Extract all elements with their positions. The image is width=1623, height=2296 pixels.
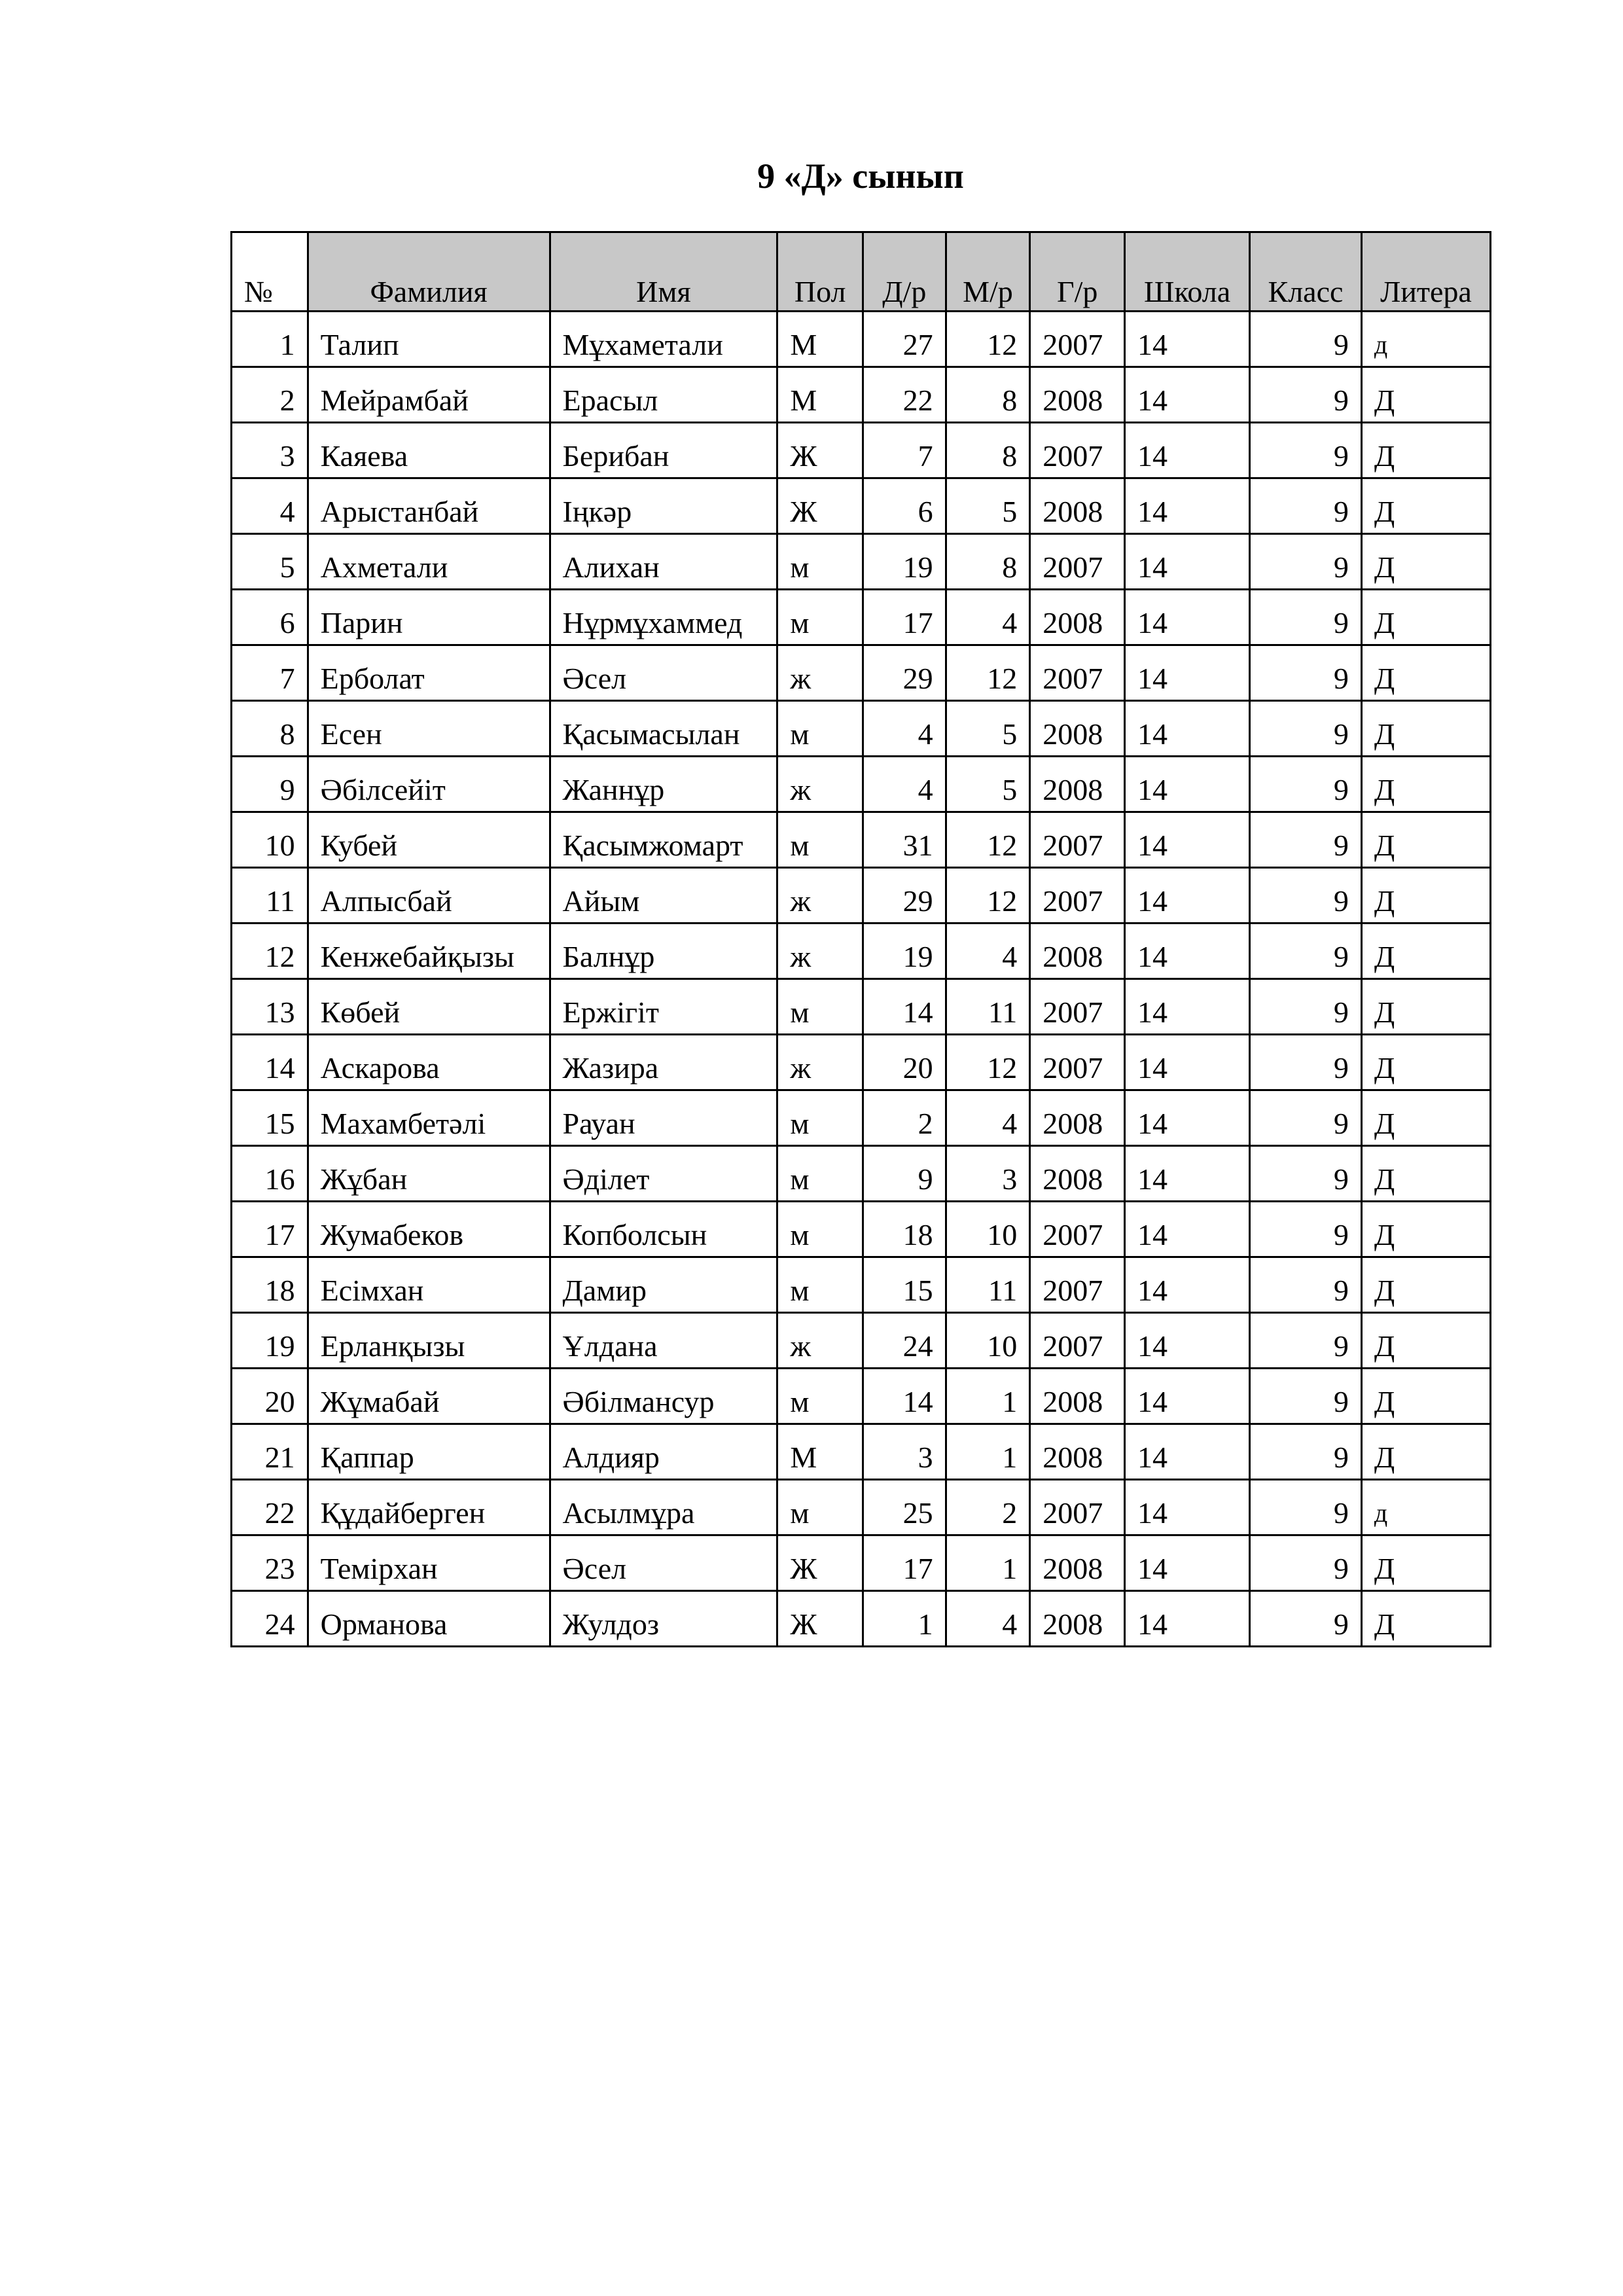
cell-surname: Есімхан [308,1257,550,1313]
cell-number: 22 [232,1480,308,1535]
header-surname: Фамилия [308,232,550,312]
cell-birth-year: 2007 [1030,868,1125,924]
table-row [232,924,1491,979]
cell-birth-year: 2008 [1030,1369,1125,1424]
cell-class: 9 [1250,812,1362,868]
cell-class: 9 [1250,1090,1362,1146]
cell-name: Жулдоз [550,1591,777,1647]
cell-name: Нұрмұхаммед [550,590,777,645]
cell-class: 9 [1250,924,1362,979]
cell-birth-day: 19 [863,534,946,590]
cell-birth-day: 25 [863,1480,946,1535]
student-roster-table [230,231,1491,1647]
cell-school: 14 [1125,1146,1250,1202]
cell-number: 23 [232,1535,308,1591]
cell-birth-day: 14 [863,1369,946,1424]
table-row [232,478,1491,534]
cell-birth-year: 2007 [1030,1202,1125,1257]
cell-birth-month: 4 [946,1090,1030,1146]
cell-name: Балнұр [550,924,777,979]
cell-school: 14 [1125,645,1250,701]
cell-birth-year: 2007 [1030,312,1125,367]
cell-class: 9 [1250,1369,1362,1424]
cell-name: Қасымжомарт [550,812,777,868]
cell-number: 13 [232,979,308,1035]
cell-birth-year: 2008 [1030,1591,1125,1647]
cell-birth-day: 17 [863,1535,946,1591]
cell-class: 9 [1250,1035,1362,1090]
cell-gender: ж [777,645,863,701]
cell-surname: Қаппар [308,1424,550,1480]
cell-class: 9 [1250,367,1362,423]
cell-birth-day: 17 [863,590,946,645]
table-row [232,979,1491,1035]
cell-class: 9 [1250,1313,1362,1369]
cell-birth-day: 7 [863,423,946,478]
cell-birth-year: 2007 [1030,1480,1125,1535]
cell-gender: ж [777,1313,863,1369]
cell-letter: Д [1361,1369,1490,1424]
cell-gender: ж [777,868,863,924]
cell-birth-day: 2 [863,1090,946,1146]
cell-surname: Ерболат [308,645,550,701]
cell-class: 9 [1250,1480,1362,1535]
cell-surname: Ерланқызы [308,1313,550,1369]
cell-letter: Д [1361,1202,1490,1257]
cell-letter: Д [1361,979,1490,1035]
cell-surname: Арыстанбай [308,478,550,534]
cell-school: 14 [1125,312,1250,367]
cell-gender: Ж [777,1535,863,1591]
cell-surname: Жұмабай [308,1369,550,1424]
cell-name: Копболсын [550,1202,777,1257]
page-title: 9 «Д» сынып [757,156,964,196]
cell-birth-month: 1 [946,1535,1030,1591]
cell-birth-year: 2008 [1030,1424,1125,1480]
cell-birth-day: 24 [863,1313,946,1369]
header-letter: Литера [1361,232,1490,312]
table-row [232,868,1491,924]
header-birth-month: М/р [946,232,1030,312]
cell-class: 9 [1250,1424,1362,1480]
cell-surname: Жумабеков [308,1202,550,1257]
cell-surname: Жұбан [308,1146,550,1202]
cell-surname: Құдайберген [308,1480,550,1535]
table-row [232,1424,1491,1480]
table-row [232,757,1491,812]
cell-birth-month: 12 [946,645,1030,701]
cell-class: 9 [1250,757,1362,812]
cell-gender: Ж [777,478,863,534]
cell-school: 14 [1125,1090,1250,1146]
table-row [232,1591,1491,1647]
cell-surname: Каяева [308,423,550,478]
cell-gender: ж [777,924,863,979]
cell-surname: Көбей [308,979,550,1035]
cell-school: 14 [1125,1480,1250,1535]
cell-surname: Әбілсейіт [308,757,550,812]
cell-birth-day: 27 [863,312,946,367]
cell-birth-day: 6 [863,478,946,534]
cell-gender: м [777,812,863,868]
cell-letter: Д [1361,1535,1490,1591]
cell-letter: Д [1361,1424,1490,1480]
cell-name: Мұхаметали [550,312,777,367]
cell-school: 14 [1125,1313,1250,1369]
table-row [232,590,1491,645]
cell-number: 2 [232,367,308,423]
cell-birth-day: 19 [863,924,946,979]
cell-school: 14 [1125,757,1250,812]
cell-class: 9 [1250,590,1362,645]
cell-number: 11 [232,868,308,924]
cell-surname: Парин [308,590,550,645]
cell-birth-month: 10 [946,1313,1030,1369]
cell-birth-year: 2008 [1030,924,1125,979]
cell-gender: М [777,312,863,367]
cell-school: 14 [1125,812,1250,868]
cell-class: 9 [1250,1591,1362,1647]
cell-letter: Д [1361,1313,1490,1369]
cell-class: 9 [1250,868,1362,924]
header-number: № [232,232,308,312]
cell-class: 9 [1250,1257,1362,1313]
cell-name: Ұлдана [550,1313,777,1369]
cell-letter: Д [1361,1591,1490,1647]
cell-letter: Д [1361,478,1490,534]
cell-name: Рауан [550,1090,777,1146]
cell-letter: Д [1361,1257,1490,1313]
cell-number: 5 [232,534,308,590]
table-row [232,1202,1491,1257]
cell-class: 9 [1250,312,1362,367]
cell-name: Айым [550,868,777,924]
cell-birth-month: 8 [946,367,1030,423]
cell-school: 14 [1125,1591,1250,1647]
table-row [232,1313,1491,1369]
cell-letter: д [1361,312,1490,367]
cell-birth-day: 22 [863,367,946,423]
cell-birth-month: 11 [946,979,1030,1035]
cell-birth-year: 2007 [1030,1313,1125,1369]
cell-class: 9 [1250,1202,1362,1257]
cell-school: 14 [1125,979,1250,1035]
cell-school: 14 [1125,1202,1250,1257]
header-school: Школа [1125,232,1250,312]
cell-birth-day: 14 [863,979,946,1035]
table-row [232,1369,1491,1424]
cell-letter: Д [1361,367,1490,423]
cell-class: 9 [1250,979,1362,1035]
table-row [232,312,1491,367]
cell-birth-year: 2007 [1030,534,1125,590]
cell-name: Әсел [550,1535,777,1591]
cell-number: 8 [232,701,308,757]
cell-number: 10 [232,812,308,868]
cell-birth-month: 12 [946,312,1030,367]
table-row [232,1257,1491,1313]
cell-name: Жаннұр [550,757,777,812]
cell-school: 14 [1125,1035,1250,1090]
cell-birth-month: 8 [946,534,1030,590]
cell-letter: Д [1361,924,1490,979]
cell-birth-month: 12 [946,812,1030,868]
table-header [232,232,1491,312]
cell-gender: М [777,1424,863,1480]
cell-birth-year: 2008 [1030,590,1125,645]
cell-number: 21 [232,1424,308,1480]
cell-birth-month: 3 [946,1146,1030,1202]
cell-number: 18 [232,1257,308,1313]
cell-birth-day: 31 [863,812,946,868]
cell-birth-year: 2007 [1030,812,1125,868]
table-row [232,423,1491,478]
cell-gender: ж [777,757,863,812]
cell-birth-year: 2007 [1030,1257,1125,1313]
cell-gender: м [777,590,863,645]
cell-number: 17 [232,1202,308,1257]
cell-birth-day: 1 [863,1591,946,1647]
cell-gender: м [777,1202,863,1257]
cell-birth-month: 4 [946,590,1030,645]
cell-letter: Д [1361,590,1490,645]
cell-gender: м [777,1257,863,1313]
cell-school: 14 [1125,924,1250,979]
cell-letter: Д [1361,645,1490,701]
cell-surname: Мейрамбай [308,367,550,423]
cell-number: 4 [232,478,308,534]
cell-birth-day: 4 [863,701,946,757]
table-row [232,1035,1491,1090]
cell-birth-year: 2007 [1030,979,1125,1035]
cell-birth-day: 15 [863,1257,946,1313]
cell-birth-year: 2008 [1030,478,1125,534]
cell-name: Ерасыл [550,367,777,423]
cell-gender: ж [777,1035,863,1090]
table-row [232,534,1491,590]
cell-birth-month: 4 [946,1591,1030,1647]
cell-letter: Д [1361,1146,1490,1202]
cell-birth-year: 2008 [1030,1535,1125,1591]
cell-number: 14 [232,1035,308,1090]
cell-class: 9 [1250,478,1362,534]
cell-letter: Д [1361,701,1490,757]
cell-class: 9 [1250,645,1362,701]
cell-gender: м [777,1369,863,1424]
cell-birth-day: 29 [863,868,946,924]
cell-gender: м [777,1480,863,1535]
cell-letter: Д [1361,1090,1490,1146]
cell-birth-year: 2008 [1030,367,1125,423]
cell-number: 24 [232,1591,308,1647]
cell-surname: Ахметали [308,534,550,590]
cell-gender: м [777,1090,863,1146]
cell-school: 14 [1125,534,1250,590]
cell-letter: Д [1361,534,1490,590]
cell-birth-day: 9 [863,1146,946,1202]
cell-number: 15 [232,1090,308,1146]
header-birth-year: Г/р [1030,232,1125,312]
header-birth-day: Д/р [863,232,946,312]
cell-school: 14 [1125,701,1250,757]
cell-name: Дамир [550,1257,777,1313]
cell-number: 19 [232,1313,308,1369]
table-row [232,812,1491,868]
cell-school: 14 [1125,590,1250,645]
table-row [232,1535,1491,1591]
cell-birth-day: 20 [863,1035,946,1090]
cell-birth-month: 10 [946,1202,1030,1257]
table-body [232,312,1491,1647]
cell-letter: Д [1361,1035,1490,1090]
cell-name: Алдияр [550,1424,777,1480]
header-class: Класс [1250,232,1362,312]
cell-number: 1 [232,312,308,367]
header-row [232,232,1491,312]
cell-class: 9 [1250,1146,1362,1202]
cell-number: 20 [232,1369,308,1424]
cell-name: Асылмұра [550,1480,777,1535]
cell-name: Жазира [550,1035,777,1090]
cell-birth-month: 11 [946,1257,1030,1313]
cell-surname: Орманова [308,1591,550,1647]
cell-number: 12 [232,924,308,979]
cell-gender: м [777,701,863,757]
cell-school: 14 [1125,478,1250,534]
cell-birth-month: 8 [946,423,1030,478]
cell-class: 9 [1250,701,1362,757]
cell-name: Әділет [550,1146,777,1202]
cell-school: 14 [1125,1424,1250,1480]
cell-number: 3 [232,423,308,478]
cell-birth-year: 2008 [1030,757,1125,812]
table-row [232,1146,1491,1202]
cell-birth-day: 4 [863,757,946,812]
cell-birth-month: 5 [946,701,1030,757]
table-row [232,701,1491,757]
cell-surname: Аскарова [308,1035,550,1090]
cell-name: Әбілмансур [550,1369,777,1424]
cell-letter: Д [1361,757,1490,812]
cell-surname: Темірхан [308,1535,550,1591]
cell-class: 9 [1250,423,1362,478]
cell-surname: Кенжебайқызы [308,924,550,979]
cell-birth-year: 2007 [1030,423,1125,478]
cell-birth-day: 18 [863,1202,946,1257]
cell-number: 6 [232,590,308,645]
cell-birth-month: 12 [946,868,1030,924]
cell-gender: м [777,979,863,1035]
cell-name: Ержігіт [550,979,777,1035]
header-gender: Пол [777,232,863,312]
cell-school: 14 [1125,868,1250,924]
cell-birth-month: 1 [946,1369,1030,1424]
cell-number: 16 [232,1146,308,1202]
cell-birth-month: 4 [946,924,1030,979]
cell-surname: Кубей [308,812,550,868]
cell-gender: М [777,367,863,423]
cell-birth-year: 2008 [1030,1090,1125,1146]
cell-birth-month: 2 [946,1480,1030,1535]
cell-school: 14 [1125,1535,1250,1591]
cell-birth-year: 2007 [1030,645,1125,701]
cell-gender: м [777,1146,863,1202]
cell-name: Іңкәр [550,478,777,534]
cell-birth-day: 29 [863,645,946,701]
header-name: Имя [550,232,777,312]
cell-letter: Д [1361,868,1490,924]
cell-name: Алихан [550,534,777,590]
cell-name: Әсел [550,645,777,701]
cell-school: 14 [1125,1369,1250,1424]
cell-birth-year: 2007 [1030,1035,1125,1090]
table-row [232,1090,1491,1146]
cell-surname: Алпысбай [308,868,550,924]
table-row [232,645,1491,701]
cell-surname: Махамбетәлі [308,1090,550,1146]
cell-letter: Д [1361,812,1490,868]
cell-birth-year: 2008 [1030,701,1125,757]
cell-surname: Есен [308,701,550,757]
table-row [232,367,1491,423]
cell-gender: м [777,534,863,590]
cell-school: 14 [1125,1257,1250,1313]
cell-class: 9 [1250,534,1362,590]
cell-birth-month: 12 [946,1035,1030,1090]
cell-number: 9 [232,757,308,812]
cell-letter: Д [1361,423,1490,478]
cell-class: 9 [1250,1535,1362,1591]
cell-number: 7 [232,645,308,701]
cell-name: Қасымасылан [550,701,777,757]
cell-birth-month: 1 [946,1424,1030,1480]
cell-school: 14 [1125,367,1250,423]
cell-surname: Талип [308,312,550,367]
cell-gender: Ж [777,423,863,478]
cell-birth-year: 2008 [1030,1146,1125,1202]
table-row [232,1480,1491,1535]
cell-letter: д [1361,1480,1490,1535]
cell-birth-month: 5 [946,757,1030,812]
cell-school: 14 [1125,423,1250,478]
cell-gender: Ж [777,1591,863,1647]
cell-name: Берибан [550,423,777,478]
cell-birth-day: 3 [863,1424,946,1480]
cell-birth-month: 5 [946,478,1030,534]
